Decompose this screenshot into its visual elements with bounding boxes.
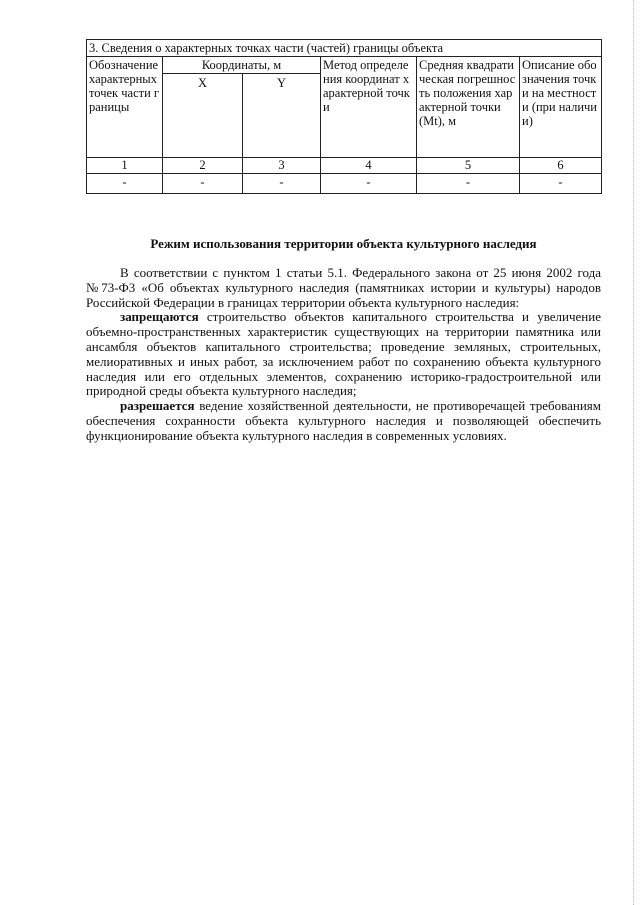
- table-caption: 3. Сведения о характерных точках части (частей) границы объекта: [87, 40, 602, 57]
- table-row: [87, 174, 602, 194]
- table-cell: 2: [163, 158, 243, 174]
- header-error: Средняя квадратическая погрешность положения характерной точки (Mt), м: [417, 57, 520, 158]
- table-cell: 4: [321, 158, 417, 174]
- allowed-label: разрешается: [120, 398, 195, 414]
- table-cell: -: [87, 174, 163, 194]
- header-y: Y: [243, 74, 321, 158]
- table-cell: -: [163, 174, 243, 194]
- scan-edge: [633, 0, 634, 905]
- table-cell: -: [321, 174, 417, 194]
- table-cell: -: [243, 174, 321, 194]
- table-cell: 1: [87, 158, 163, 174]
- table-cell: 3: [243, 158, 321, 174]
- intro-paragraph: В соответствии с пунктом 1 статьи 5.1. Федерального закона от 25 июня 2002 года №73-Ф3 «Об объектах культурного наследия (памятниках истории и культуры) народов Российской Федерации в границах территории объекта культурного наследия:: [86, 265, 601, 310]
- section-heading: Режим использования территории объекта культурного наследия: [150, 236, 537, 251]
- header-coordinates: Координаты, м: [163, 57, 321, 74]
- boundary-points-table: [86, 39, 602, 194]
- table-number-row: [87, 158, 602, 174]
- prohibited-text: строительство объектов капитального строительства и увеличение объемно-пространственных характеристик существующих на территории памятника или ансамбля объектов капитального строительства; проведение земляных, строительных, мелиоративных и иных работ, за исключением работ по сохранению объекта культурного наследия или его отдельных элементов, сохранению историко-градостроительной или природной среды объекта культурного наследия;: [86, 309, 601, 399]
- table-cell: -: [417, 174, 520, 194]
- header-x: X: [163, 74, 243, 158]
- table-cell: -: [520, 174, 602, 194]
- section-body: [86, 266, 601, 444]
- table-caption-row: [87, 40, 602, 57]
- prohibited-paragraph: [86, 310, 601, 399]
- prohibited-label: запрещаются: [120, 309, 199, 325]
- allowed-paragraph: [86, 399, 601, 443]
- table-cell: 6: [520, 158, 602, 174]
- header-description: Описание обозначения точки на местности (при наличии): [520, 57, 602, 158]
- table-cell: 5: [417, 158, 520, 174]
- table-header-row: [87, 57, 602, 74]
- header-method: Метод определения координат характерной точки: [321, 57, 417, 158]
- header-designation: Обозначение характерных точек части границы: [87, 57, 163, 158]
- allowed-text: ведение хозяйственной деятельности, не противоречащей требованиям обеспечения сохранности объекта культурного наследия и позволяющей обеспечить функционирование объекта культурного наследия в современных условиях.: [86, 398, 601, 443]
